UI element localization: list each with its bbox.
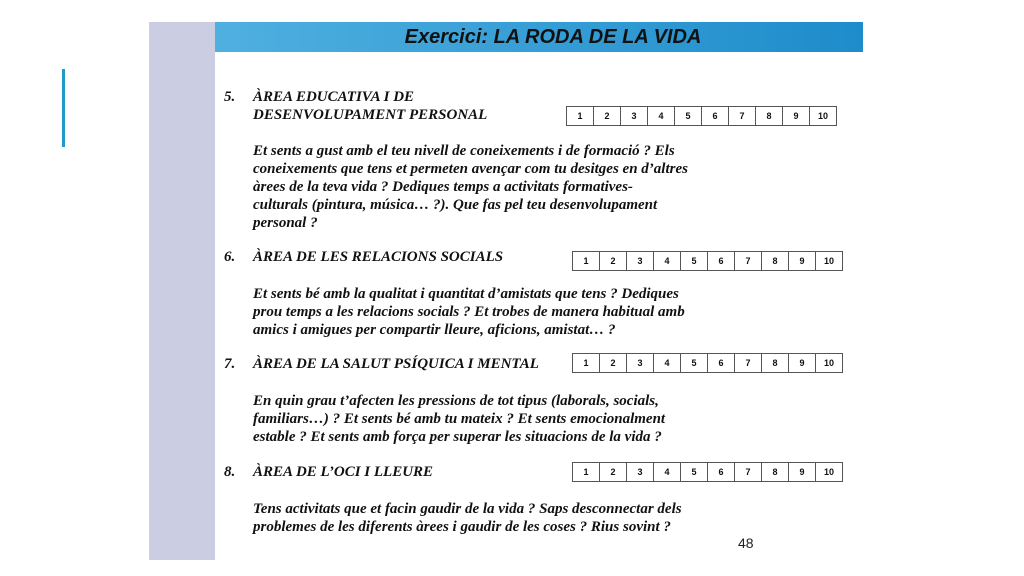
body-line: personal ? <box>253 215 318 231</box>
scale-option-3[interactable]: 3 <box>627 463 654 481</box>
body-line: prou temps a les relacions socials ? Et trobes de manera habitual amb <box>253 304 685 320</box>
scale-option-8[interactable]: 8 <box>762 463 789 481</box>
scale-option-2[interactable]: 2 <box>600 252 627 270</box>
scale-option-10[interactable]: 10 <box>823 467 834 477</box>
scale-option-9[interactable]: 9 <box>783 107 810 125</box>
section-8-number: 8. <box>224 464 236 480</box>
scale-option-7[interactable]: 7 <box>735 463 762 481</box>
scale-option-2[interactable]: 2 <box>594 107 621 125</box>
scale-option-1[interactable]: 1 <box>567 107 594 125</box>
section-6-number: 6. <box>224 249 236 265</box>
header-bar <box>215 22 863 52</box>
section-5-body <box>253 142 823 232</box>
scale-option-10[interactable]: 10 <box>823 358 834 368</box>
scale-option-7[interactable]: 7 <box>735 252 762 270</box>
scale-option-1[interactable]: 1 <box>573 463 600 481</box>
scale-option-4[interactable]: 4 <box>654 252 681 270</box>
scale-option-4[interactable]: 4 <box>654 354 681 372</box>
body-line: culturals (pintura, música… ?). Que fas pel teu desenvolupament <box>253 197 658 213</box>
section-5-title-line: DESENVOLUPAMENT PERSONAL <box>253 107 488 123</box>
scale-option-1[interactable]: 1 <box>573 354 600 372</box>
scale-option-7[interactable]: 7 <box>729 107 756 125</box>
section-5-number: 5. <box>224 89 236 105</box>
body-line: En quin grau t’afecten les pressions de tot tipus (laborals, socials, <box>253 393 659 409</box>
scale-option-2[interactable]: 2 <box>600 463 627 481</box>
scale-option-7[interactable]: 7 <box>735 354 762 372</box>
scale-option-9[interactable]: 9 <box>789 463 816 481</box>
section-8-title <box>253 463 573 481</box>
body-line: Et sents a gust amb el teu nivell de coneixements i de formació ? Els <box>253 143 675 159</box>
scale-option-2[interactable]: 2 <box>600 354 627 372</box>
scale-option-1[interactable]: 1 <box>573 252 600 270</box>
section-7-rating-scale[interactable] <box>572 353 843 373</box>
scale-option-8[interactable]: 8 <box>762 252 789 270</box>
scale-option-6[interactable]: 6 <box>708 354 735 372</box>
scale-option-5[interactable]: 5 <box>681 354 708 372</box>
section-8-title-line: ÀREA DE L’OCI I LLEURE <box>253 464 434 480</box>
scale-option-5[interactable]: 5 <box>681 252 708 270</box>
scale-option-6[interactable]: 6 <box>702 107 729 125</box>
body-line: familiars…) ? Et sents bé amb tu mateix ? Et sents emocionalment <box>253 411 666 427</box>
section-7-number: 7. <box>224 356 236 372</box>
body-line: Et sents bé amb la qualitat i quantitat d’amistats que tens ? Dediques <box>253 286 679 302</box>
section-5-rating-scale[interactable] <box>566 106 837 126</box>
page-title: Exercici: LA RODA DE LA VIDA <box>404 25 702 48</box>
accent-line <box>62 69 65 147</box>
scale-option-6[interactable]: 6 <box>708 463 735 481</box>
scale-option-4[interactable]: 4 <box>654 463 681 481</box>
section-6-rating-scale[interactable] <box>572 251 843 271</box>
scale-option-9[interactable]: 9 <box>789 252 816 270</box>
scale-option-6[interactable]: 6 <box>708 252 735 270</box>
scale-option-8[interactable]: 8 <box>762 354 789 372</box>
scale-option-10[interactable]: 10 <box>817 111 828 121</box>
section-7-title <box>253 355 573 373</box>
section-6-title-line: ÀREA DE LES RELACIONS SOCIALS <box>253 249 504 265</box>
body-line: àrees de la teva vida ? Dediques temps a activitats formatives- <box>253 179 633 195</box>
scale-option-3[interactable]: 3 <box>621 107 648 125</box>
body-line: estable ? Et sents amb força per superar les situacions de la vida ? <box>253 429 662 445</box>
scale-option-3[interactable]: 3 <box>627 354 654 372</box>
body-line: amics i amigues per compartir lleure, aficions, amistat… ? <box>253 322 616 338</box>
body-line: problemes de les diferents àrees i gaudir de les coses ? Rius sovint ? <box>253 519 671 535</box>
section-7-body <box>253 392 823 446</box>
section-8-rating-scale[interactable] <box>572 462 843 482</box>
scale-option-5[interactable]: 5 <box>681 463 708 481</box>
section-6-title <box>253 248 573 266</box>
section-5-title <box>253 88 573 124</box>
section-8-body <box>253 500 823 536</box>
section-6-body <box>253 285 823 339</box>
body-line: coneixements que tens et permeten avençar com tu desitges en d’altres <box>253 161 688 177</box>
section-5-title-line: ÀREA EDUCATIVA I DE <box>253 89 415 105</box>
left-band <box>149 22 215 560</box>
section-7-title-line: ÀREA DE LA SALUT PSÍQUICA I MENTAL <box>253 356 539 372</box>
scale-option-3[interactable]: 3 <box>627 252 654 270</box>
scale-option-4[interactable]: 4 <box>648 107 675 125</box>
page-number: 48 <box>738 535 754 551</box>
body-line: Tens activitats que et facin gaudir de la vida ? Saps desconnectar dels <box>253 501 682 517</box>
scale-option-9[interactable]: 9 <box>789 354 816 372</box>
scale-option-5[interactable]: 5 <box>675 107 702 125</box>
scale-option-10[interactable]: 10 <box>823 256 834 266</box>
scale-option-8[interactable]: 8 <box>756 107 783 125</box>
